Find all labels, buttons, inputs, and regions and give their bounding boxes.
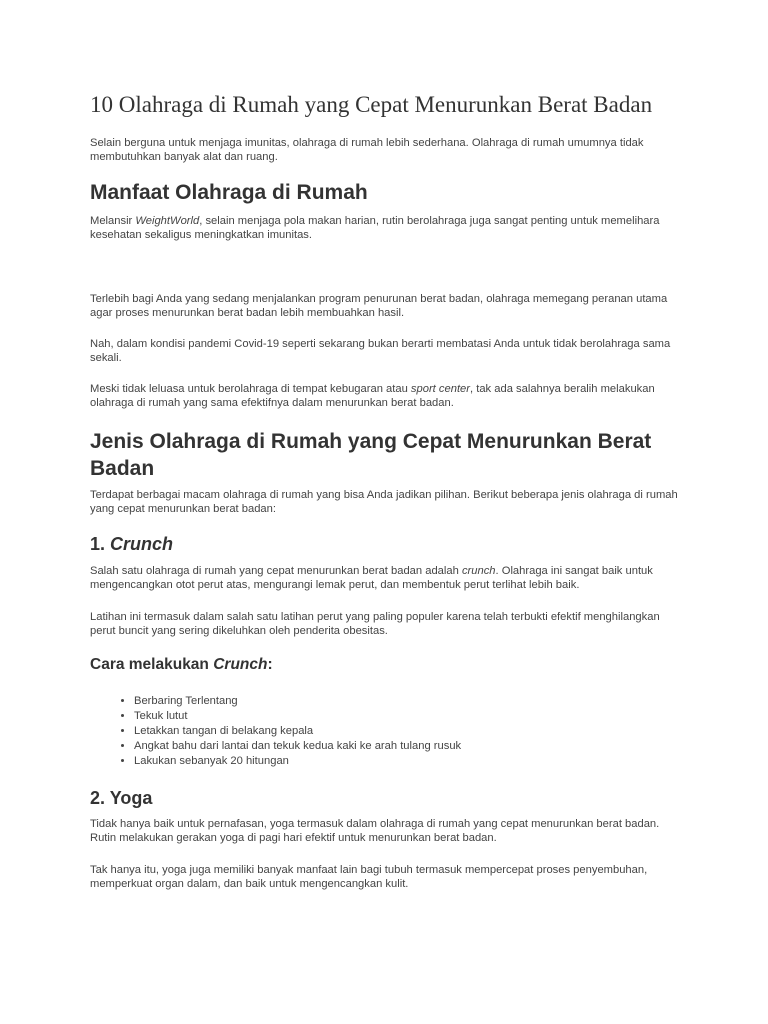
cara-heading xyxy=(90,656,273,674)
text-span: : xyxy=(267,656,273,673)
manfaat-paragraph-2: Terlebih bagi Anda yang sedang menjalankan program penurunan berat badan, olahraga memegang peranan utama agar proses menurunkan berat badan lebih membuahkan hasil. xyxy=(90,293,668,319)
heading-name: Crunch xyxy=(110,534,174,554)
text-span: Meski tidak leluasa untuk berolahraga di tempat kebugaran atau xyxy=(90,383,411,395)
crunch-paragraph-1 xyxy=(90,564,680,592)
crunch-heading xyxy=(90,534,173,555)
text-span: . Olahraga ini sangat baik untuk mengencangkan otot perut atas, mengurangi lemak perut, dan membentuk perut terlihat lebih baik. xyxy=(90,565,653,591)
intro-paragraph: Selain berguna untuk menjaga imunitas, olahraga di rumah lebih sederhana. Olahraga di rumah umumnya tidak membutuhkan banyak alat dan ruang. xyxy=(90,137,644,163)
crunch-steps-list xyxy=(114,694,461,769)
manfaat-paragraph-1 xyxy=(90,214,680,242)
text-span: Salah satu olahraga di rumah yang cepat menurunkan berat badan adalah xyxy=(90,565,462,577)
text-span: , selain menjaga pola makan harian, rutin berolahraga juga sangat penting untuk memelihara kesehatan sekaligus meningkatkan imunitas. xyxy=(90,215,660,241)
jenis-intro-paragraph: Terdapat berbagai macam olahraga di rumah yang bisa Anda jadikan pilihan. Berikut beberapa jenis olahraga di rumah yang cepat menurunkan berat badan: xyxy=(90,489,678,515)
heading-number: 1. xyxy=(90,534,111,554)
list-item: • Tekuk lutut xyxy=(134,709,461,724)
italic-term: crunch xyxy=(461,565,496,577)
jenis-heading: Jenis Olahraga di Rumah yang Cepat Menurunkan Berat Badan xyxy=(90,430,652,480)
list-item: • Berbaring Terlentang xyxy=(134,694,461,709)
yoga-paragraph-2: Tak hanya itu, yoga juga memiliki banyak manfaat lain bagi tubuh termasuk mempercepat proses penyembuhan, memperkuat organ dalam, dan baik untuk mengencangkan kulit. xyxy=(90,864,648,890)
list-item: • Lakukan sebanyak 20 hitungan xyxy=(134,754,461,769)
yoga-paragraph-1: Tidak hanya baik untuk pernafasan, yoga termasuk dalam olahraga di rumah yang cepat menurunkan berat badan. Rutin melakukan gerakan yoga di pagi hari efektif untuk menurunkan berat badan. xyxy=(90,818,660,844)
list-item: • Letakkan tangan di belakang kepala xyxy=(134,724,461,739)
text-span: , tak ada salahnya beralih melakukan olahraga di rumah yang sama efektifnya dalam menurunkan berat badan. xyxy=(90,383,655,409)
list-item: • Angkat bahu dari lantai dan tekuk kedua kaki ke arah tulang rusuk xyxy=(134,739,461,754)
crunch-paragraph-2: Latihan ini termasuk dalam salah satu latihan perut yang paling populer karena telah terbukti efektif menghilangkan perut buncit yang sering dikeluhkan oleh penderita obesitas. xyxy=(90,611,660,637)
page-title: 10 Olahraga di Rumah yang Cepat Menurunkan Berat Badan xyxy=(90,92,653,117)
manfaat-paragraph-4 xyxy=(90,382,680,410)
manfaat-paragraph-3: Nah, dalam kondisi pandemi Covid-19 seperti sekarang bukan berarti membatasi Anda untuk tidak berolahraga sama sekali. xyxy=(90,338,671,364)
yoga-heading: 2. Yoga xyxy=(90,788,153,808)
text-span: Cara melakukan xyxy=(90,656,214,673)
manfaat-heading: Manfaat Olahraga di Rumah xyxy=(90,181,368,204)
italic-term: Crunch xyxy=(213,656,268,673)
text-span: Melansir xyxy=(90,215,136,227)
italic-term: sport center xyxy=(410,383,470,395)
source-name: WeightWorld xyxy=(135,215,200,227)
